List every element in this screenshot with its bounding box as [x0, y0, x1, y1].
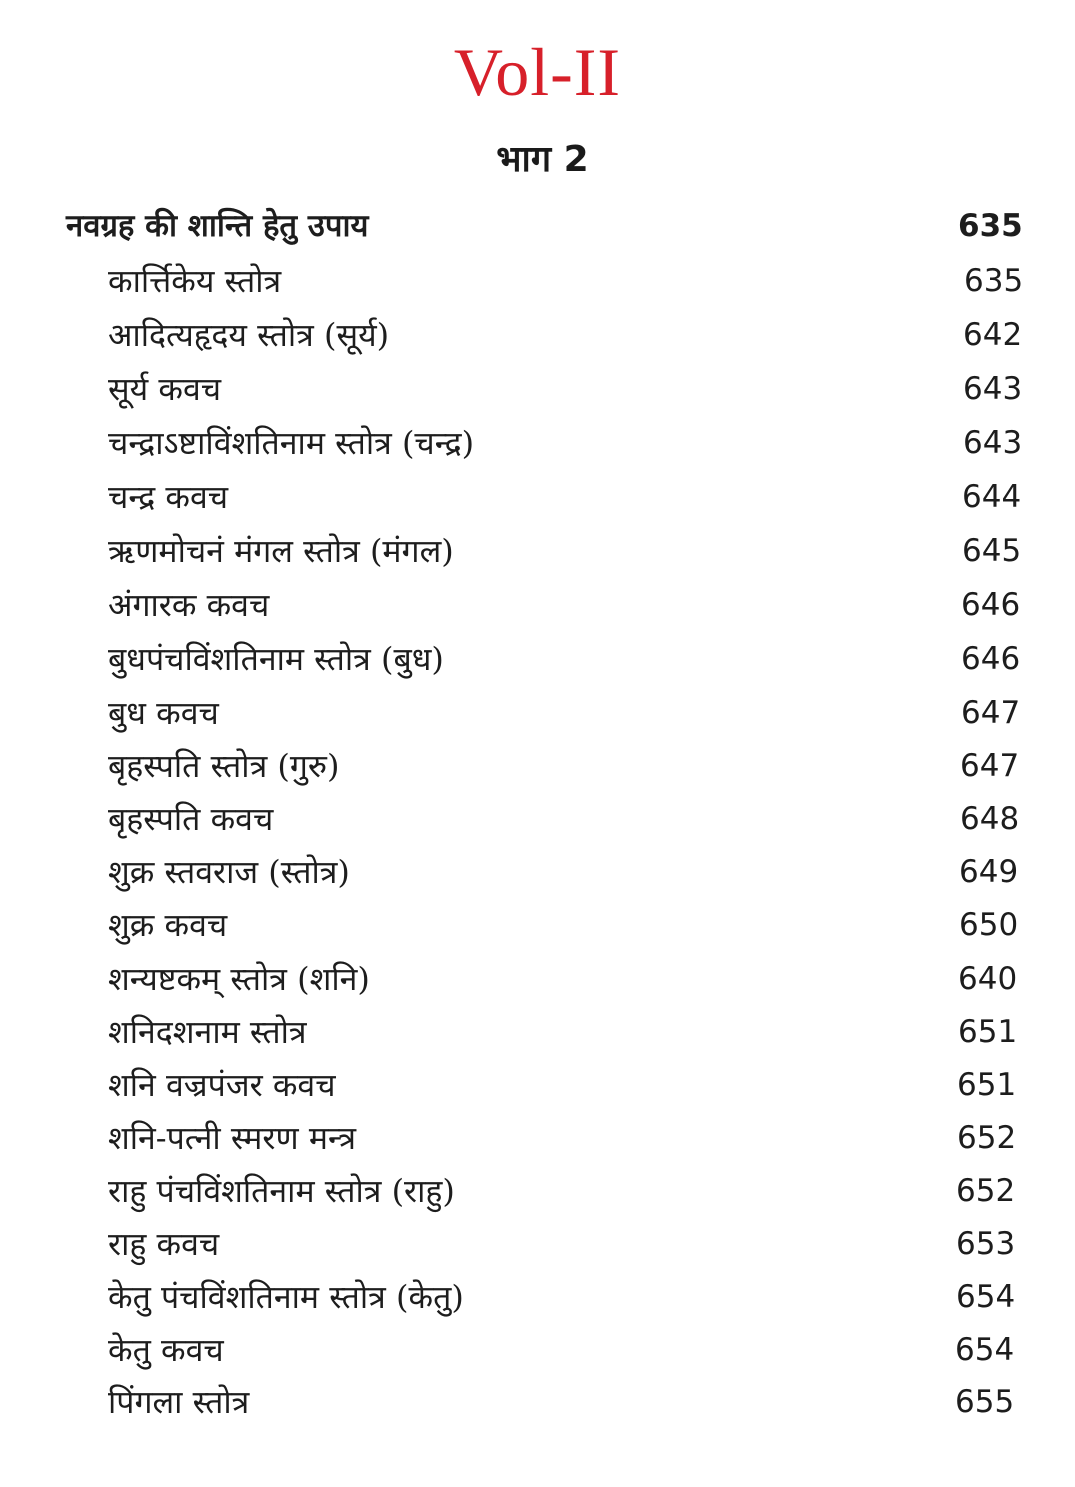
- toc-entry-title: राहु कवच: [108, 1225, 220, 1263]
- toc-entry-page: 650: [959, 907, 1019, 943]
- toc-entry-row: [0, 1112, 1075, 1164]
- volume-title: Vol-II: [453, 34, 622, 110]
- toc-entry-page: 651: [958, 1014, 1018, 1050]
- toc-entry-title: बृहस्पति कवच: [108, 800, 274, 838]
- toc-entry-row: [0, 579, 1075, 631]
- toc-entry-title: शनि-पत्नी स्मरण मन्त्र: [108, 1119, 357, 1157]
- toc-entry-page: 648: [960, 801, 1020, 837]
- toc-entry-title: चन्द्र कवच: [108, 478, 229, 516]
- toc-entry-row: [0, 363, 1075, 415]
- toc-entry-row: [0, 1324, 1075, 1376]
- toc-entry-page: 647: [960, 748, 1020, 784]
- toc-entry-title: केतु कवच: [108, 1331, 224, 1369]
- toc-entry-row: [0, 1218, 1075, 1270]
- toc-entry-row: [0, 1006, 1075, 1058]
- part-heading: भाग 2: [496, 139, 589, 180]
- toc-entry-page: 649: [959, 854, 1019, 890]
- toc-entry-page: 646: [961, 587, 1021, 623]
- toc-entry-row: [0, 525, 1075, 577]
- toc-entry-page: 655: [955, 1384, 1015, 1420]
- toc-entry-page: 652: [956, 1173, 1016, 1209]
- toc-entry-title: चन्द्राऽष्टाविंशतिनाम स्तोत्र (चन्द्र): [108, 424, 475, 462]
- toc-entry-page: 642: [963, 317, 1023, 353]
- toc-entry-row: [0, 899, 1075, 951]
- toc-entry-row: [0, 793, 1075, 845]
- toc-entry-row: [0, 417, 1075, 469]
- toc-entry-title: बृहस्पति स्तोत्र (गुरु): [108, 747, 340, 785]
- toc-section-row: [0, 200, 1075, 252]
- toc-entry-title: राहु पंचविंशतिनाम स्तोत्र (राहु): [108, 1172, 455, 1210]
- toc-entry-page: 643: [963, 425, 1023, 461]
- toc-entry-page: 645: [962, 533, 1022, 569]
- toc-entry-title: बुध कवच: [108, 694, 219, 732]
- toc-entry-title: बुधपंचविंशतिनाम स्तोत्र (बुध): [108, 640, 444, 678]
- toc-entry-page: 647: [961, 695, 1021, 731]
- toc-entry-row: [0, 687, 1075, 739]
- toc-entry-title: अंगारक कवच: [108, 586, 270, 624]
- toc-entry-title: ऋणमोचनं मंगल स्तोत्र (मंगल): [108, 532, 454, 570]
- toc-entry-page: 635: [964, 263, 1024, 299]
- toc-entry-row: [0, 1059, 1075, 1111]
- toc-entry-row: [0, 953, 1075, 1005]
- toc-entry-page: 646: [961, 641, 1021, 677]
- toc-entry-page: 652: [957, 1120, 1017, 1156]
- toc-entry-title: कार्त्तिकेय स्तोत्र: [108, 262, 282, 300]
- toc-entry-row: [0, 471, 1075, 523]
- toc-entry-title: सूर्य कवच: [108, 370, 222, 408]
- toc-entry-title: आदित्यहृदय स्तोत्र (सूर्य): [108, 316, 390, 354]
- toc-entry-row: [0, 633, 1075, 685]
- toc-entry-row: [0, 255, 1075, 307]
- toc-entry-title: पिंगला स्तोत्र: [108, 1383, 250, 1421]
- toc-entry-page: 643: [963, 371, 1023, 407]
- toc-entry-page: 640: [958, 961, 1018, 997]
- toc-entry-title: शुक्र कवच: [108, 906, 228, 944]
- toc-entry-title: शन्यष्टकम् स्तोत्र (शनि): [108, 960, 370, 998]
- toc-entry-page: 654: [955, 1332, 1015, 1368]
- toc-entry-row: [0, 309, 1075, 361]
- toc-entry-row: [0, 740, 1075, 792]
- toc-entry-row: [0, 1271, 1075, 1323]
- toc-entry-title: शनि वज्रपंजर कवच: [108, 1066, 336, 1104]
- toc-entry-row: [0, 1165, 1075, 1217]
- toc-entry-page: 653: [956, 1226, 1016, 1262]
- toc-entry-row: [0, 846, 1075, 898]
- toc-entry-row: [0, 1376, 1075, 1428]
- toc-entry-title: शनिदशनाम स्तोत्र: [108, 1013, 307, 1051]
- toc-entry-title: शुक्र स्तवराज (स्तोत्र): [108, 853, 350, 891]
- toc-section-page: 635: [958, 208, 1023, 244]
- toc-entry-page: 644: [962, 479, 1022, 515]
- toc-entry-title: केतु पंचविंशतिनाम स्तोत्र (केतु): [108, 1278, 464, 1316]
- toc-entry-page: 654: [956, 1279, 1016, 1315]
- toc-entry-page: 651: [957, 1067, 1017, 1103]
- toc-section-title: नवग्रह की शान्ति हेतु उपाय: [66, 208, 369, 244]
